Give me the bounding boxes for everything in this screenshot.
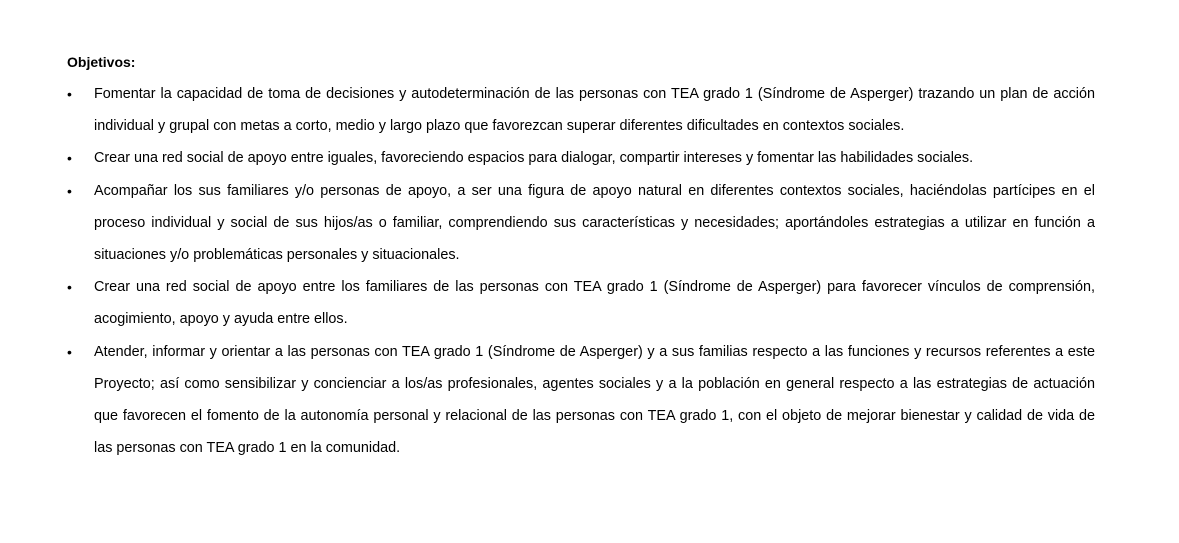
section-heading: Objetivos: xyxy=(67,54,136,70)
objective-text: Crear una red social de apoyo entre iguales, favoreciendo espacios para dialogar, compartir intereses y fomentar las habilidades sociales. xyxy=(94,150,974,167)
objective-text: Atender, informar y orientar a las personas con TEA grado 1 (Síndrome de Asperger) y a sus familias respecto a las funciones y recursos referentes a este Proyecto; así como sensibilizar y concienciar a los/as profesionales, agentes sociales y a la población en general respecto a las estrategias de actuación que favorecen el fomento de la autonomía personal y relacional de las personas con TEA grado 1, con el objeto de mejorar bienestar y calidad de vida de las personas con TEA grado 1 en la comunidad. xyxy=(94,343,1095,457)
objective-text: Fomentar la capacidad de toma de decisiones y autodeterminación de las personas con TEA grado 1 (Síndrome de Asperger) trazando un plan de acción individual y grupal con metas a corto, medio y largo plazo que favorezcan superar diferentes dificultades en contextos sociales. xyxy=(94,86,1095,135)
objectives-list xyxy=(67,78,1095,464)
objective-text: Crear una red social de apoyo entre los familiares de las personas con TEA grado 1 (Síndrome de Asperger) para favorecer vínculos de comprensión, acogimiento, apoyo y ayuda entre ellos. xyxy=(94,279,1095,328)
objective-item-2 xyxy=(67,142,1095,174)
objective-item-1 xyxy=(67,78,1095,142)
objective-item-5 xyxy=(67,336,1095,465)
document-body xyxy=(67,52,1095,464)
bullet-icon: • xyxy=(67,182,72,199)
bullet-icon: • xyxy=(67,86,72,102)
objective-item-4 xyxy=(67,271,1095,335)
bullet-icon: • xyxy=(67,150,72,167)
bullet-icon: • xyxy=(67,343,72,360)
bullet-icon: • xyxy=(67,279,72,296)
objective-text: Acompañar los sus familiares y/o personas de apoyo, a ser una figura de apoyo natural en diferentes contextos sociales, haciéndolas partícipes en el proceso individual y social de sus hijos/as o familiar, comprendiendo sus características y necesidades; aportándoles estrategias a utilizar en función a situaciones y/o problemáticas personales y situacionales. xyxy=(94,182,1095,264)
objective-item-3 xyxy=(67,175,1095,272)
